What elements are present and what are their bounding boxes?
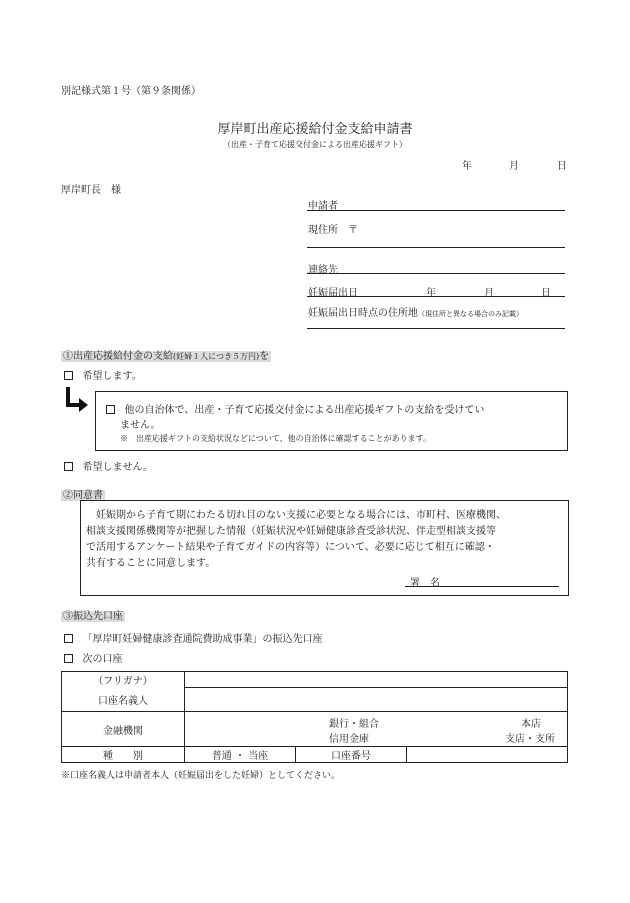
option-new-account[interactable]: 次の口座 [64,650,123,665]
pregnancy-date-label: 妊娠届出日 [308,288,358,299]
checkbox-existing-account[interactable] [64,634,73,643]
contact-label: 連絡先 [308,265,338,276]
sub-option-text[interactable]: 他の自治体で、出産・子育て応援交付金による出産応援ギフトの支給を受けてい [106,401,484,416]
institution-field[interactable] [185,712,568,747]
pregnancy-day-label: 日 [541,288,551,299]
date-month-label: 月 [509,161,519,172]
branch-label: 本店 [521,719,541,730]
date-year-label: 年 [462,161,472,172]
account-table [61,671,568,763]
pregnancy-address-field[interactable] [307,328,565,329]
holder-field[interactable] [185,688,568,712]
contact-field[interactable] [307,273,565,274]
page-subtitle: （出産・子育て応援交付金による出産応援ギフト） [223,140,407,149]
branch-office-label: 支店・支所 [505,734,555,745]
pregnancy-date-field[interactable] [307,296,565,297]
bank-union-label: 銀行・組合 [329,719,379,730]
addressee: 厚岸町長 様 [61,185,121,196]
pregnancy-address-note: （現住所と異なる場合のみ記載） [418,310,523,318]
applicant-underline [307,210,565,211]
signature-label: 署 名 [410,578,440,589]
type-values[interactable]: 普通 ・ 当座 [185,747,296,763]
type-label: 種 別 [62,747,185,763]
signature-field[interactable] [405,586,559,587]
checkbox-no[interactable] [64,462,73,471]
sub-option-text-line2: ません。 [120,420,161,431]
institution-label: 金融機関 [62,712,185,747]
account-number-field[interactable] [407,747,568,763]
pregnancy-month-label: 月 [484,288,494,299]
page-title: 厚岸町出産応援給付金支給申請書 [217,122,413,137]
pregnancy-address-label: 妊娠届出日時点の住所地（現住所と異なる場合のみ記載） [308,308,523,319]
furigana-label: （フリガナ） [62,672,185,688]
option-existing-account[interactable]: 「厚岸町妊婦健康診査通院費助成事業」の振込先口座 [64,630,323,645]
holder-label: 口座名義人 [62,688,185,712]
account-footnote: ※口座名義人は申請者本人（妊娠届出をした妊婦）としてください。 [61,771,341,781]
checkbox-yes[interactable] [64,371,73,380]
address-label: 現住所 〒 [308,225,358,236]
form-reference: 別記様式第１号（第９条関係） [61,86,201,97]
arrow-down-right-icon [62,385,90,413]
credit-bank-label: 信用金庫 [329,734,369,745]
option-desire-no[interactable]: 希望しません。 [64,458,153,473]
consent-text: 妊娠期から子育て期にわたる切れ目のない支援に必要となる場合には、市町村、医療機関、 相談支援関係機関等が把握した情報（妊娠状況や妊婦健康診査受診状況、伴走型相談支援等 で活用するアンケート結果や子育てガイドの内容等）について、必要に応じて相互に確認・ 共有することに同意します。 [86,510,506,569]
checkbox-other-municipality[interactable] [106,405,115,414]
address-field[interactable] [307,247,565,248]
checkbox-new-account[interactable] [64,654,73,663]
section3-heading: ③振込先口座 [63,611,123,622]
option-desire-yes[interactable]: 希望します。 [64,367,142,382]
account-number-label: 口座番号 [296,747,407,763]
date-day-label: 日 [557,161,567,172]
pregnancy-year-label: 年 [426,288,436,299]
section1-heading: ①出産応援給付金の支給(妊婦１人につき５万円)を [63,351,270,362]
sub-option-note: ※ 出産応援ギフトの支給状況などについて、他の自治体に確認することがあります。 [120,434,432,443]
applicant-label: 申請者 [308,201,338,212]
section2-heading: ②同意書 [63,490,103,501]
furigana-field[interactable] [185,672,568,688]
